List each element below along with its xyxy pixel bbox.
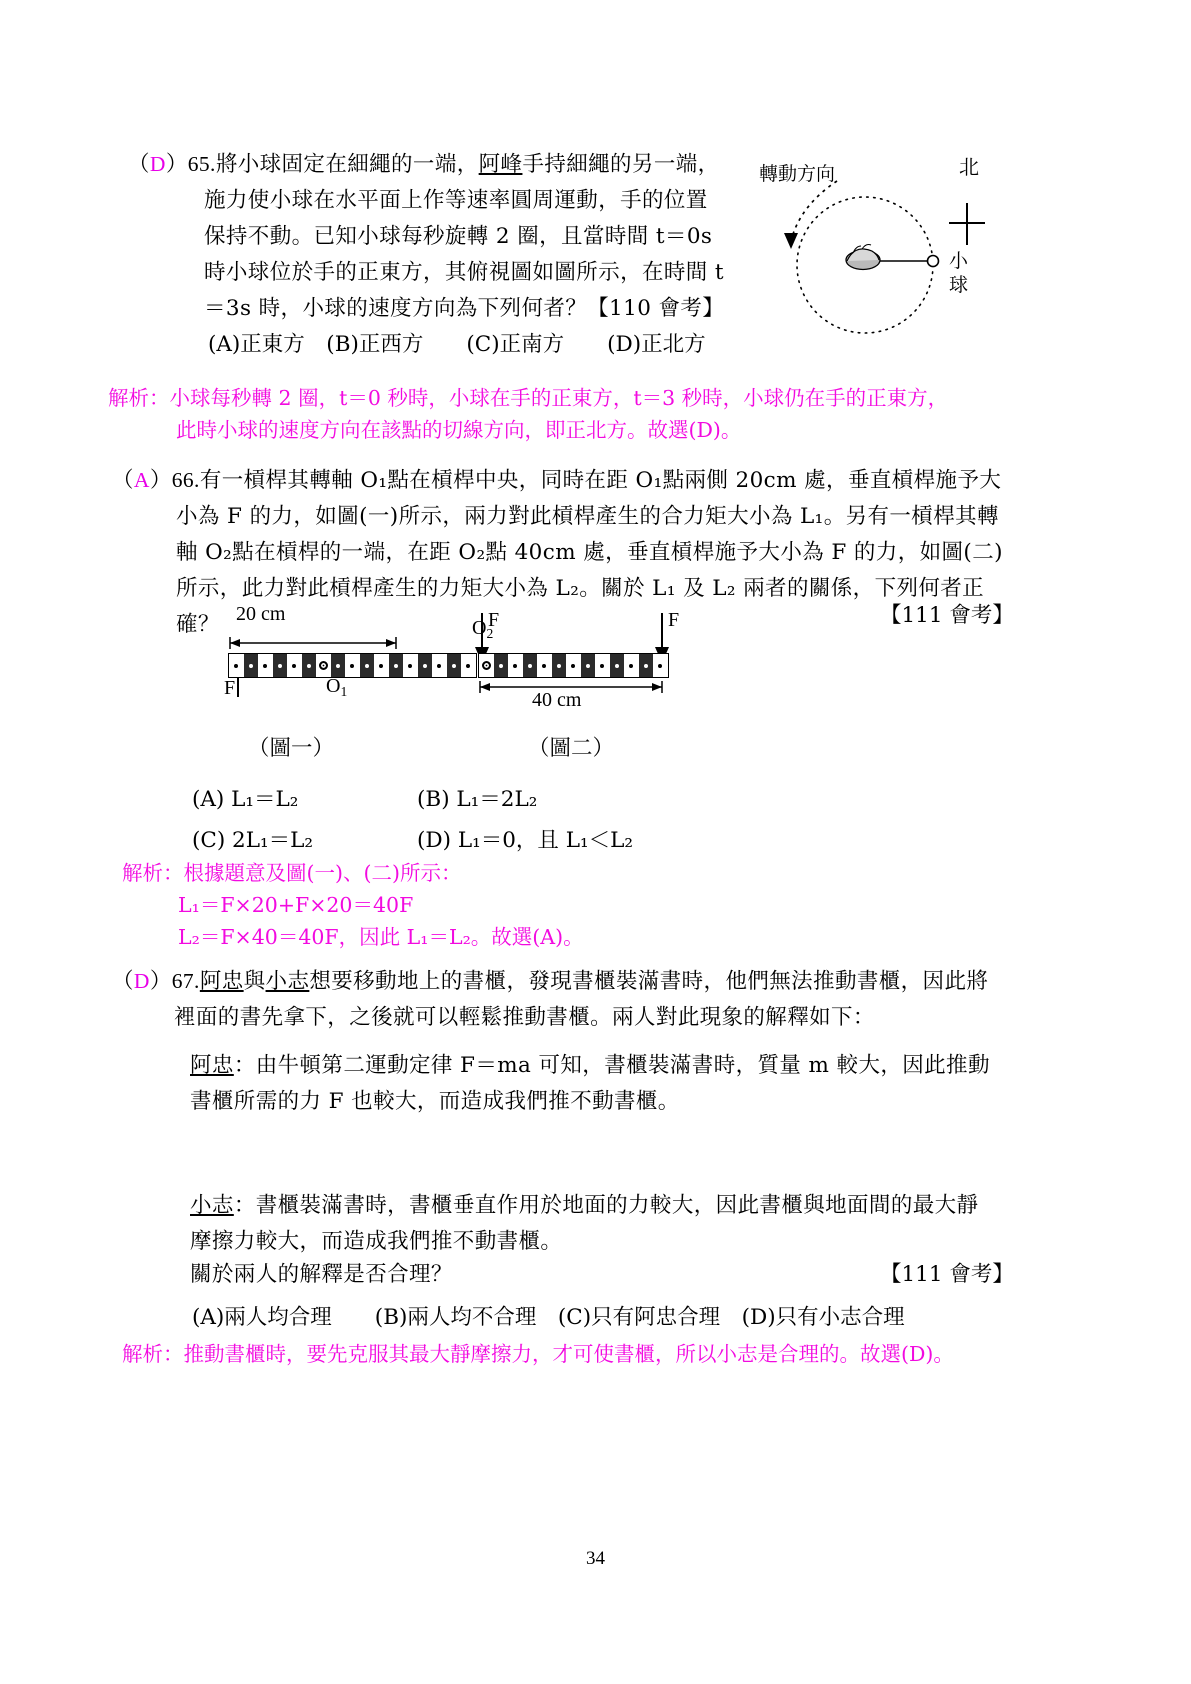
question-65-line-3: 保持不動。已知小球每秒旋轉 2 圈，且當時間 t＝0s (204, 224, 713, 249)
lever-segment (345, 654, 360, 677)
explanation-66-text-1: 根據題意及圖(一)、(二)所示： (183, 861, 462, 885)
lever2-dimension-label: 40 cm (532, 689, 582, 711)
lever-segment (273, 654, 288, 677)
question-65-line-1 (128, 146, 748, 183)
lever-segment (479, 654, 494, 677)
lever-segment (494, 654, 509, 677)
lever-segment (316, 654, 331, 677)
lever-segment (244, 654, 259, 677)
question-66-option-a[interactable]: (A) L₁＝L₂ (192, 787, 299, 812)
lever-segment (229, 654, 244, 677)
statement-2-text: ：書櫃裝滿書時，書櫃垂直作用於地面的力較大，因此書櫃與地面間的最大靜 (233, 1193, 979, 1218)
question-67-answer-marker: （D） (112, 969, 172, 993)
lever-segment-dot (629, 664, 633, 668)
north-label: 北 (959, 157, 979, 179)
circular-motion-figure (735, 145, 1010, 340)
question-67-ask: 關於兩人的解釋是否合理？ (190, 1262, 453, 1287)
lever-segment-dot (319, 661, 328, 670)
lever-segment (581, 654, 596, 677)
lever1-caption: （圖一） (248, 736, 335, 761)
question-65-line-4: 時小球位於手的正東方，其俯視圖如圖所示，在時間 t (204, 260, 724, 285)
lever-segment-dot (542, 664, 546, 668)
explanation-65 (108, 382, 1008, 446)
lever-segment-dot (499, 664, 503, 668)
lever-segment (639, 654, 654, 677)
question-67-line-1 (112, 963, 1022, 1000)
question-66-option-b[interactable]: (B) L₁＝2L₂ (417, 787, 538, 812)
lever1-pivot-label: $O_1$ (326, 675, 348, 699)
question-66-option-c[interactable]: (C) 2L₁＝L₂ (192, 828, 314, 853)
lever-segment (595, 654, 610, 677)
question-66-options-row-1 (192, 782, 892, 823)
question-66-option-d[interactable]: (D) L₁＝0，且 L₁＜L₂ (417, 828, 634, 853)
lever-segment (287, 654, 302, 677)
lever-segment-dot (600, 664, 604, 668)
question-65-answer-letter: D (149, 152, 166, 176)
question-67-statement-2 (190, 1188, 1010, 1260)
explanation-66-prefix: 解析： (122, 861, 184, 885)
lever-segment (624, 654, 639, 677)
question-66-answer-letter: A (133, 468, 150, 492)
lever-segment-dot (658, 664, 662, 668)
lever-segment-dot (528, 664, 532, 668)
lever2-caption: （圖二） (528, 736, 615, 761)
statement-2-line-2: 摩擦力較大，而造成我們推不動書櫃。 (190, 1229, 563, 1254)
lever-segment-dot (423, 664, 427, 668)
question-65-answer-marker: （D） (128, 152, 188, 176)
question-66-options (192, 782, 892, 864)
lever-segment-dot (408, 664, 412, 668)
lever-segment (418, 654, 433, 677)
lever-segment (331, 654, 346, 677)
question-65-text-1: 將小球固定在細繩的一端，阿峰手持細繩的另一端， (215, 152, 720, 177)
lever-segment (258, 654, 273, 677)
lever2-force-top-label: F (668, 609, 680, 631)
question-67-options[interactable]: (A)兩人均合理 (B)兩人均不合理 (C)只有阿忠合理 (D)只有小志合理 (192, 1305, 905, 1330)
lever-segment-dot (513, 664, 517, 668)
explanation-65-prefix: 解析： (108, 386, 170, 410)
rotation-direction-label: 轉動方向 (759, 164, 836, 185)
lever1-dimension-label: 20 cm (236, 603, 286, 625)
ball-label: 小球 (949, 251, 969, 296)
lever-segment-dot (336, 664, 340, 668)
lever-segment (552, 654, 567, 677)
lever-segment (653, 654, 668, 677)
question-66-line-2: 小為 F 的力，如圖(一)所示，兩力對此槓桿產生的合力矩大小為 L₁。另有一槓桿其轉 (176, 504, 999, 529)
lever-figure-two (470, 605, 700, 711)
question-66-text-1: 有一槓桿其轉軸 O₁點在槓桿中央，同時在距 O₁點兩側 20cm 處，垂直槓桿施予大 (199, 468, 1002, 493)
lever-segment (610, 654, 625, 677)
explanation-66-line-3: L₂＝F×40＝40F，因此 L₁＝L₂。故選(A)。 (178, 925, 584, 949)
lever-segment (523, 654, 538, 677)
lever-segment (374, 654, 389, 677)
lever-segment (360, 654, 375, 677)
question-66-line-3: 軸 O₂點在槓桿的一端，在距 O₂點 40cm 處，垂直槓桿施予大小為 F 的力，如圖(二) (176, 540, 1003, 565)
question-67 (112, 963, 1022, 1036)
explanation-65-text-1: 小球每秒轉 2 圈，t＝0 秒時，小球在手的正東方，t＝3 秒時，小球仍在手的正東方， (169, 386, 949, 410)
explanation-66 (122, 857, 1002, 953)
lever1-force-top-label: F (488, 609, 500, 631)
question-65-line-2: 施力使小球在水平面上作等速率圓周運動，手的位置 (204, 188, 708, 213)
question-67-number: 67. (171, 969, 200, 993)
explanation-67-text-1: 推動書櫃時，要先克服其最大靜摩擦力，才可使書櫃，所以小志是合理的。故選(D)。 (183, 1342, 954, 1366)
explanation-67-prefix: 解析： (122, 1342, 184, 1366)
lever2-svg (470, 605, 700, 697)
statement-1-text: ：由牛頓第二運動定律 F＝ma 可知，書櫃裝滿書時，質量 m 較大，因此推動 (233, 1053, 990, 1078)
explanation-66-line-2: L₁＝F×20+F×20＝40F (178, 893, 414, 917)
lever-segment (302, 654, 317, 677)
lever-segment (403, 654, 418, 677)
lever-segment-dot (263, 664, 267, 668)
lever-segment-dot (234, 664, 238, 668)
question-65-number: 65. (187, 152, 216, 176)
lever-segment-dot (394, 664, 398, 668)
lever-segment (447, 654, 462, 677)
explanation-66-line-1 (122, 857, 1002, 889)
question-65-options[interactable]: (A)正東方 (B)正西方 (C)正南方 (D)正北方 (208, 332, 706, 357)
question-67-exam-tag: 【111 會考】 (880, 1262, 1014, 1287)
lever-segment-dot (571, 664, 575, 668)
explanation-67 (122, 1338, 1022, 1370)
lever-segment-dot (644, 664, 648, 668)
statement-1-line-2: 書櫃所需的力 F 也較大，而造成我們推不動書櫃。 (190, 1089, 680, 1114)
question-66-line-1 (112, 462, 1017, 499)
lever-segment-dot (278, 664, 282, 668)
question-67-text-1: 阿忠與小志想要移動地上的書櫃，發現書櫃裝滿書時，他們無法推動書櫃，因此將 (199, 969, 989, 994)
lever-segment-dot (482, 661, 491, 670)
lever1-bar (228, 653, 477, 678)
statement-1-speaker: 阿忠 (190, 1053, 234, 1078)
question-67-answer-letter: D (133, 969, 150, 993)
lever-segment-dot (557, 664, 561, 668)
lever-segment (566, 654, 581, 677)
lever-segment (537, 654, 552, 677)
lever-segment (432, 654, 447, 677)
lever-segment-dot (292, 664, 296, 668)
lever-segment (389, 654, 404, 677)
lever2-pivot-label: $O_2$ (472, 617, 494, 641)
lever-segment-dot (249, 664, 253, 668)
lever2-bar (478, 653, 669, 678)
statement-2-speaker: 小志 (190, 1193, 234, 1218)
explanation-67-line-1 (122, 1338, 1022, 1370)
question-65 (128, 146, 748, 327)
question-67-line-2: 裡面的書先拿下，之後就可以輕鬆推動書櫃。兩人對此現象的解釋如下： (174, 1005, 875, 1030)
lever-segment-dot (350, 664, 354, 668)
question-66-answer-marker: （A） (112, 468, 172, 492)
lever-segment-dot (307, 664, 311, 668)
lever-segment (508, 654, 523, 677)
lever-segment-dot (379, 664, 383, 668)
lever1-force-bottom-label: F (224, 677, 236, 699)
question-65-line-5: ＝3s 時，小球的速度方向為下列何者？【110 會考】 (204, 296, 725, 321)
page-number: 34 (586, 1548, 605, 1569)
question-67-statement-1 (190, 1048, 1010, 1120)
explanation-65-line-2: 此時小球的速度方向在該點的切線方向，即正北方。故選(D)。 (176, 418, 742, 442)
statement-1-line-1 (190, 1048, 1010, 1084)
question-66-line-4: 所示，此力對此槓桿產生的力矩大小為 L₂。關於 L₁ 及 L₂ 兩者的關係，下列何者正確？ (176, 576, 985, 637)
lever-segment-dot (365, 664, 369, 668)
statement-2-line-1 (190, 1188, 1010, 1224)
question-66-exam-tag: 【111 會考】 (880, 603, 1014, 628)
lever-segment-dot (586, 664, 590, 668)
lever-segment-dot (452, 664, 456, 668)
explanation-65-line-1 (108, 382, 1008, 414)
question-66-number: 66. (171, 468, 200, 492)
lever-segment-dot (437, 664, 441, 668)
lever-segment-dot (615, 664, 619, 668)
